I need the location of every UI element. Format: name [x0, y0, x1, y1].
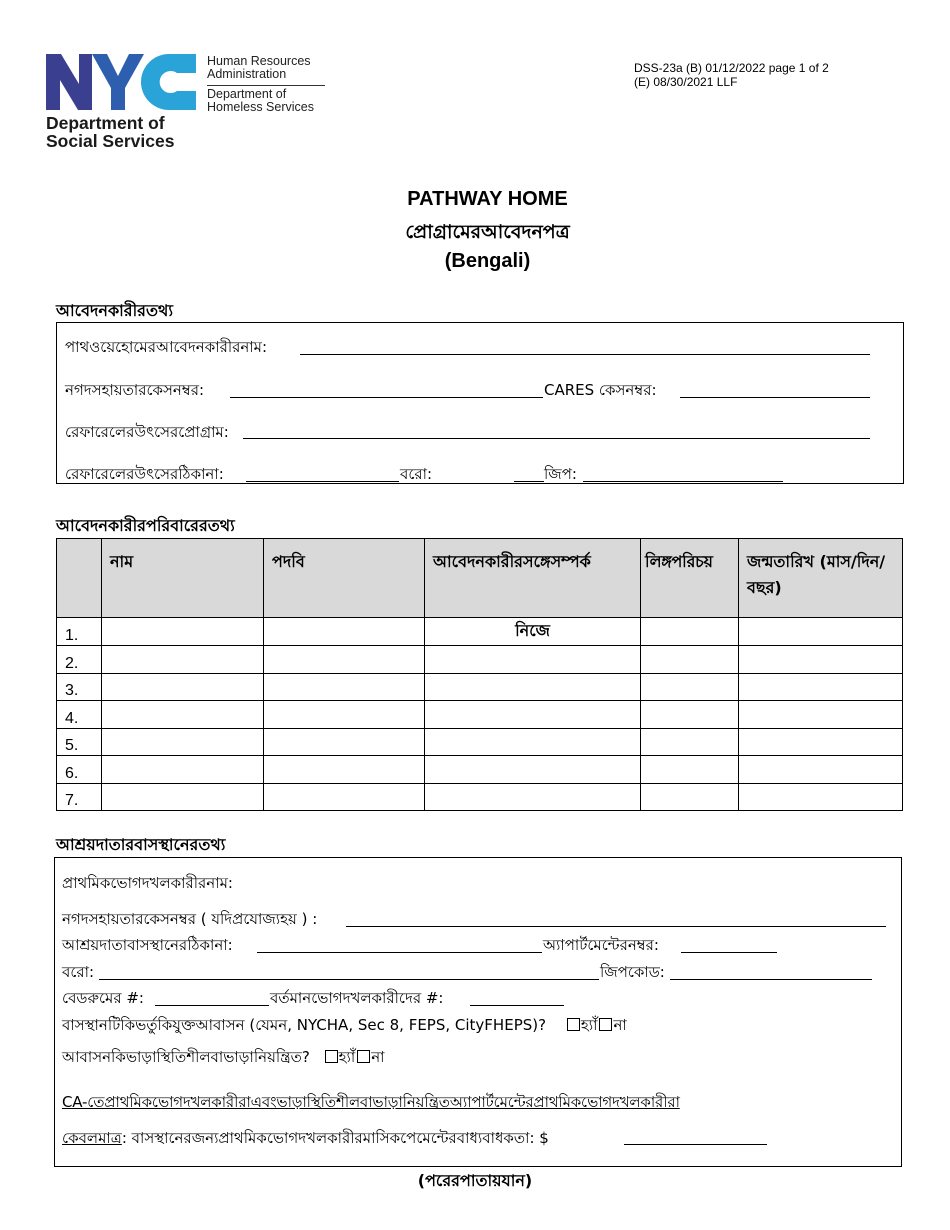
- referral-address-label: রেফারেলেরউৎসেরঠিকানা:: [65, 465, 224, 483]
- name-cell[interactable]: [102, 701, 264, 729]
- ca-note: CA-তেপ্রাথমিকভোগদখলকারীরাএবংভাড়াস্থিতিশীলবাভাড়ানিয়ন্ত্রিতঅ্যাপার্টমেন্টেরপ্রাথমিকভোগদখলকারীরা: [62, 1093, 680, 1111]
- gender-cell[interactable]: [641, 646, 739, 674]
- name-cell[interactable]: [102, 646, 264, 674]
- col-header-surname: পদবি: [264, 539, 425, 618]
- relationship-cell[interactable]: [425, 701, 641, 729]
- page-subtitle: প্রোগ্রামেরআবেদনপত্র: [405, 221, 570, 243]
- cares-label: CARES কেসনম্বর:: [544, 381, 657, 399]
- gender-cell[interactable]: [641, 701, 739, 729]
- name-cell[interactable]: [102, 618, 264, 646]
- only-label: কেবলমাত্র: [62, 1129, 122, 1147]
- host-borough-label: বরো:: [62, 963, 95, 981]
- dob-cell[interactable]: [739, 756, 903, 784]
- table-row: [57, 618, 903, 646]
- rent-no-checkbox[interactable]: [357, 1050, 370, 1063]
- name-cell[interactable]: [102, 728, 264, 756]
- name-cell[interactable]: [102, 756, 264, 784]
- gender-cell[interactable]: [641, 756, 739, 784]
- page-title: PATHWAY HOME: [407, 188, 568, 210]
- family-header-row: [57, 539, 903, 618]
- host-zip-field[interactable]: [670, 979, 872, 980]
- primary-occupant-label: প্রাথমিকভোগদখলকারীরনাম:: [62, 874, 233, 892]
- col-header-dob: জন্মতারিখ (মাস/দিন/বছর): [739, 539, 903, 618]
- table-row: [57, 673, 903, 701]
- logo-divider: [207, 85, 325, 86]
- continued-note: (পরেরপাতায়যান): [417, 1171, 533, 1190]
- occupants-label: বর্তমানভোগদখলকারীদের #:: [270, 989, 444, 1007]
- yes-label: হ্যাঁ: [580, 1016, 598, 1034]
- rent-question-row: [62, 1046, 385, 1071]
- applicant-name-field[interactable]: [300, 354, 870, 355]
- table-row: [57, 701, 903, 729]
- col-header-name: নাম: [102, 539, 264, 618]
- host-case-field[interactable]: [346, 926, 886, 927]
- referral-program-field[interactable]: [243, 438, 870, 439]
- dob-cell[interactable]: [739, 673, 903, 701]
- no-label: না: [371, 1048, 385, 1066]
- page-language: (Bengali): [444, 250, 531, 272]
- relationship-cell[interactable]: [425, 728, 641, 756]
- family-heading: আবেদনকারীরপরিবারেরতথ্য: [56, 516, 235, 535]
- table-row: [57, 646, 903, 674]
- nyc-logo: [46, 54, 198, 110]
- borough-field[interactable]: [514, 481, 544, 482]
- case-number-field[interactable]: [230, 397, 543, 398]
- agency-line: Homeless Services: [207, 100, 314, 114]
- form-code: [634, 61, 829, 89]
- agency-line: Administration: [207, 67, 287, 81]
- cares-field[interactable]: [680, 397, 870, 398]
- subsidy-question-row: [62, 1014, 627, 1039]
- zip-label: জিপ:: [544, 465, 577, 483]
- applicant-heading: আবেদনকারীরতথ্য: [56, 301, 173, 320]
- surname-cell[interactable]: [264, 756, 425, 784]
- relationship-cell: নিজে: [425, 618, 641, 646]
- row-number: 1.: [57, 618, 102, 646]
- agency-line: Department of: [207, 87, 287, 101]
- relationship-cell[interactable]: [425, 673, 641, 701]
- apt-label: অ্যাপার্টমেন্টেরনম্বর:: [543, 936, 659, 954]
- row-number: 7.: [57, 783, 102, 811]
- dob-cell[interactable]: [739, 701, 903, 729]
- form-code-line: (E) 08/30/2021 LLF: [634, 75, 738, 89]
- bedrooms-field[interactable]: [155, 1005, 269, 1006]
- surname-cell[interactable]: [264, 701, 425, 729]
- bedrooms-label: বেডরুমের #:: [62, 989, 144, 1007]
- host-heading: আশ্রয়দাতারবাসস্থানেরতথ্য: [56, 835, 226, 854]
- row-number: 6.: [57, 756, 102, 784]
- host-box: [54, 857, 902, 1167]
- gender-cell[interactable]: [641, 783, 739, 811]
- family-table: [56, 538, 903, 811]
- gender-cell[interactable]: [641, 728, 739, 756]
- case-number-label: নগদসহায়তারকেসনম্বর:: [65, 381, 205, 399]
- rent-question: আবাসনকিভাড়াস্থিতিশীলবাভাড়ানিয়ন্ত্রিত?: [62, 1048, 310, 1066]
- table-row: [57, 783, 903, 811]
- host-case-label: নগদসহায়তারকেসনম্বর ( যদিপ্রযোজ্যহয় ) :: [62, 910, 318, 928]
- name-cell[interactable]: [102, 783, 264, 811]
- gender-cell[interactable]: [641, 618, 739, 646]
- dept-name: [46, 114, 174, 150]
- borough-label: বরো:: [400, 465, 433, 483]
- dept-line: Department of: [46, 113, 165, 133]
- dob-cell[interactable]: [739, 646, 903, 674]
- apt-field[interactable]: [681, 952, 777, 953]
- row-number: 5.: [57, 728, 102, 756]
- col-header-gender: লিঙ্গপরিচয়: [641, 539, 739, 618]
- payment-label: : বাসস্থানেরজন্যপ্রাথমিকভোগদখলকারীরমাসিকপেমেন্টেরবাধ্যবাধকতা: $: [121, 1129, 549, 1147]
- surname-cell[interactable]: [264, 728, 425, 756]
- rent-yes-checkbox[interactable]: [325, 1050, 338, 1063]
- relationship-cell[interactable]: [425, 756, 641, 784]
- dob-cell[interactable]: [739, 783, 903, 811]
- dept-line: Social Services: [46, 131, 175, 151]
- relationship-cell[interactable]: [425, 783, 641, 811]
- referral-program-label: রেফারেলেরউৎসেরপ্রোগ্রাম:: [65, 423, 229, 441]
- row-number: 3.: [57, 673, 102, 701]
- surname-cell[interactable]: [264, 783, 425, 811]
- occupants-field[interactable]: [470, 1005, 564, 1006]
- payment-field[interactable]: [624, 1144, 767, 1145]
- surname-cell[interactable]: [264, 646, 425, 674]
- yes-label: হ্যাঁ: [338, 1048, 356, 1066]
- surname-cell[interactable]: [264, 618, 425, 646]
- surname-cell[interactable]: [264, 673, 425, 701]
- zip-field[interactable]: [583, 481, 783, 482]
- row-number: 2.: [57, 646, 102, 674]
- referral-address-field[interactable]: [246, 481, 399, 482]
- payment-row: [62, 1127, 549, 1152]
- relationship-cell[interactable]: [425, 646, 641, 674]
- dob-cell[interactable]: [739, 728, 903, 756]
- host-address-field[interactable]: [257, 952, 542, 953]
- table-row: [57, 756, 903, 784]
- agency-names: [207, 55, 325, 114]
- host-borough-field[interactable]: [99, 979, 599, 980]
- table-row: [57, 728, 903, 756]
- host-address-label: আশ্রয়দাতাবাসস্থানেরঠিকানা:: [62, 936, 233, 954]
- agency-line: Human Resources: [207, 54, 311, 68]
- row-number: 4.: [57, 701, 102, 729]
- form-code-line: DSS-23a (B) 01/12/2022 page 1 of 2: [634, 61, 829, 75]
- gender-cell[interactable]: [641, 673, 739, 701]
- nyc-logo-mark: [46, 54, 196, 110]
- subsidy-no-checkbox[interactable]: [599, 1018, 612, 1031]
- subsidy-yes-checkbox[interactable]: [567, 1018, 580, 1031]
- applicant-name-label: পাথওয়েহোমেরআবেদনকারীরনাম:: [65, 338, 268, 356]
- col-header-relationship: আবেদনকারীরসঙ্গেসম্পর্ক: [425, 539, 641, 618]
- col-header-number: [57, 539, 102, 618]
- no-label: না: [613, 1016, 627, 1034]
- dob-cell[interactable]: [739, 618, 903, 646]
- name-cell[interactable]: [102, 673, 264, 701]
- subsidy-question: বাসস্থানটিকিভর্তুকিযুক্তআবাসন (যেমন, NYCHA, Sec 8, FEPS, CityFHEPS)?: [62, 1016, 547, 1034]
- host-zip-label: জিপকোড:: [600, 963, 665, 981]
